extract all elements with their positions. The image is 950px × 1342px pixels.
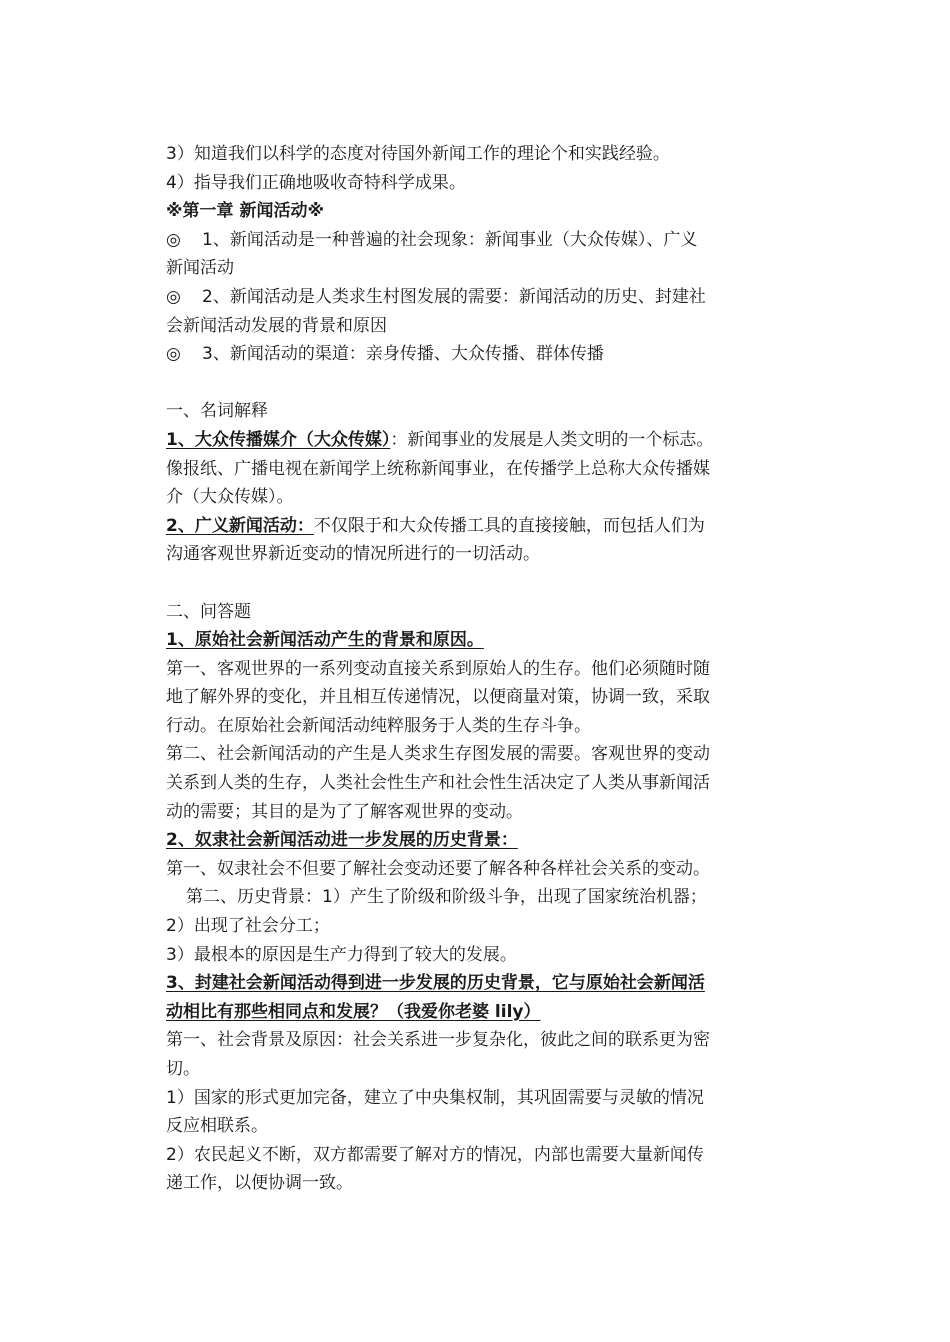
paragraph-line: 第二、社会新闻活动的产生是人类求生存图发展的需要。客观世界的变动 xyxy=(166,744,710,765)
paragraph-line: 3）知道我们以科学的态度对待国外新闻工作的理论个和实践经验。 xyxy=(166,144,670,164)
paragraph-line: 第一、社会背景及原因：社会关系进一步复杂化，彼此之间的联系更为密 xyxy=(166,1030,710,1051)
paragraph-line: 介（大众传媒）。 xyxy=(166,487,294,508)
paragraph-line: 地了解外界的变化，并且相互传递情况，以便商量对策，协调一致，采取 xyxy=(166,687,710,708)
paragraph-line: 切。 xyxy=(166,1059,200,1079)
outline-item xyxy=(166,226,806,255)
definition-line xyxy=(166,512,806,541)
paragraph-line: 行动。在原始社会新闻活动纯粹服务于人类的生存斗争。 xyxy=(166,715,591,736)
definition-term: 2、广义新闻活动： xyxy=(166,515,314,536)
paragraph-line: 关系到人类的生存，人类社会性生产和社会性生活决定了人类从事新闻活 xyxy=(166,773,710,794)
paragraph-line: 会新闻活动发展的背景和原因 xyxy=(166,315,387,336)
question-heading: 1、原始社会新闻活动产生的背景和原因。 xyxy=(166,630,484,651)
section-heading: 二、问答题 xyxy=(166,601,251,622)
outline-text: 3、新闻活动的渠道：亲身传播、大众传播、群体传播 xyxy=(202,344,604,365)
blank-line xyxy=(166,369,806,398)
question-heading: 动相比有那些相同点和发展？（我爱你老婆 lily） xyxy=(166,1001,541,1022)
paragraph-line: 新闻活动 xyxy=(166,258,234,279)
paragraph-line: 反应相联系。 xyxy=(166,1116,268,1137)
paragraph-line: 递工作，以便协调一致。 xyxy=(166,1173,353,1194)
paragraph-line: 2）出现了社会分工； xyxy=(166,916,330,937)
paragraph-line: 3）最根本的原因是生产力得到了较大的发展。 xyxy=(166,944,517,965)
definition-line xyxy=(166,426,806,455)
paragraph-line: 动的需要；其目的是为了了解客观世界的变动。 xyxy=(166,801,523,822)
definition-term: 1、大众传播媒介（大众传媒） xyxy=(166,429,391,450)
outline-item xyxy=(166,283,806,312)
section-heading: 一、名词解释 xyxy=(166,401,268,422)
definition-text: ：新闻事业的发展是人类文明的一个标志。 xyxy=(390,429,714,450)
paragraph-line: 第一、客观世界的一系列变动直接关系到原始人的生存。他们必须随时随 xyxy=(166,658,710,679)
bullet-symbol: ◎ xyxy=(166,229,181,250)
bullet-symbol: ◎ xyxy=(166,344,181,365)
paragraph-line: 4）指导我们正确地吸收奇特科学成果。 xyxy=(166,172,466,193)
question-heading: 3、封建社会新闻活动得到进一步发展的历史背景，它与原始社会新闻活 xyxy=(166,973,705,994)
definition-text: 不仅限于和大众传播工具的直接接触，而包括人们为 xyxy=(313,515,705,536)
paragraph-line: 像报纸、广播电视在新闻学上统称新闻事业，在传播学上总称大众传播媒 xyxy=(166,458,710,479)
bullet-symbol: ◎ xyxy=(166,286,181,307)
paragraph-line: 第一、奴隶社会不但要了解社会变动还要了解各种各样社会关系的变动。 xyxy=(166,858,710,879)
outline-text: 2、新闻活动是人类求生村图发展的需要：新闻活动的历史、封建社 xyxy=(202,286,706,307)
paragraph-line: 2）农民起义不断，双方都需要了解对方的情况，内部也需要大量新闻传 xyxy=(166,1144,704,1165)
paragraph-line: 第二、历史背景：1）产生了阶级和阶级斗争，出现了国家统治机器； xyxy=(186,887,707,908)
outline-item xyxy=(166,340,806,369)
outline-text: 1、新闻活动是一种普遍的社会现象：新闻事业（大众传媒）、广义 xyxy=(202,229,698,250)
document-body xyxy=(166,140,806,1198)
paragraph-line: 沟通客观世界新近变动的情况所进行的一切活动。 xyxy=(166,544,540,565)
question-heading: 2、奴隶社会新闻活动进一步发展的历史背景： xyxy=(166,830,518,851)
chapter-heading: ※第一章 新闻活动※ xyxy=(166,201,324,222)
paragraph-line: 1）国家的形式更加完备，建立了中央集权制，其巩固需要与灵敏的情况 xyxy=(166,1087,704,1108)
blank-line xyxy=(166,569,806,598)
